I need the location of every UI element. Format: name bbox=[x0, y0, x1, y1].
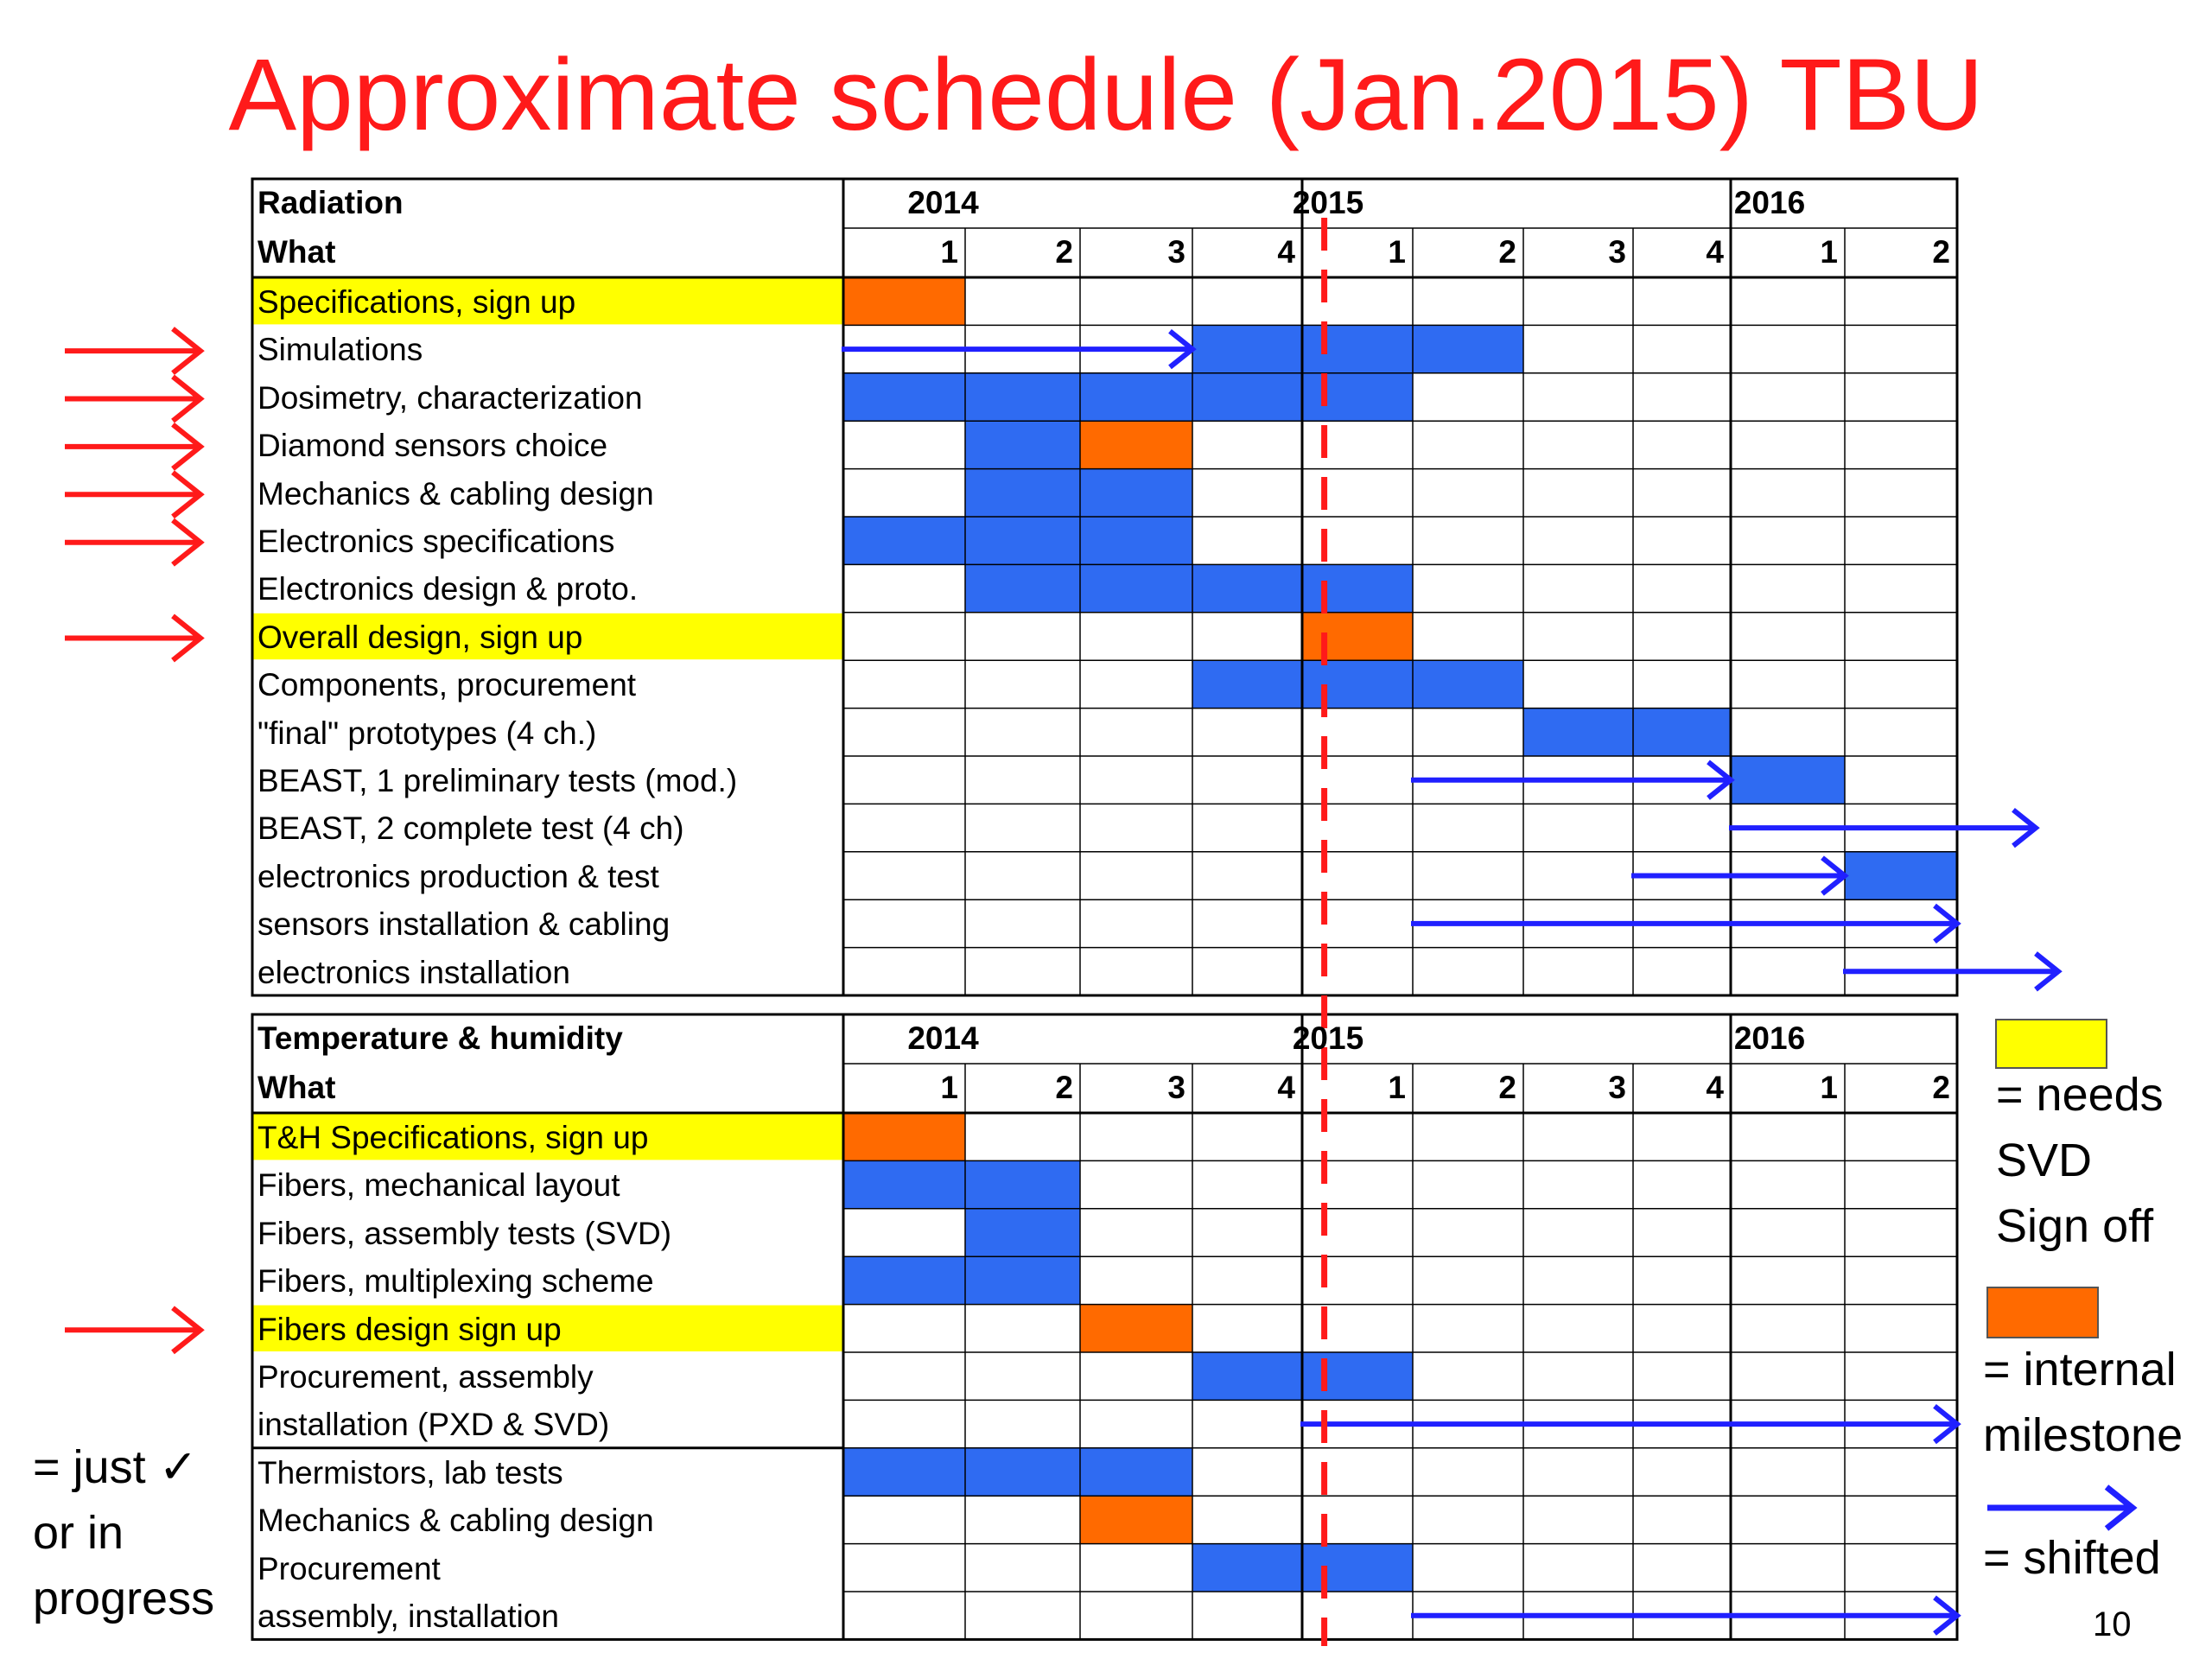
legend-yellow-swatch bbox=[1996, 1020, 2107, 1068]
milestone-cell bbox=[1302, 613, 1413, 660]
task-bar bbox=[843, 1160, 1080, 1208]
legend-text: = needs bbox=[1996, 1069, 2164, 1121]
row-label: Electronics specifications bbox=[257, 524, 615, 559]
task-bar bbox=[965, 564, 1413, 612]
status-arrow bbox=[65, 616, 200, 660]
row-label: assembly, installation bbox=[257, 1599, 559, 1634]
shifted-arrow bbox=[1631, 858, 1845, 894]
task-bar bbox=[843, 1256, 1080, 1304]
left-legend-text: = just ✓ bbox=[33, 1441, 198, 1493]
legend-text: Sign off bbox=[1996, 1200, 2154, 1252]
status-arrow bbox=[65, 1308, 200, 1352]
row-label: Dosimetry, characterization bbox=[257, 379, 643, 416]
task-bar bbox=[843, 517, 1192, 564]
milestone-cell bbox=[1080, 1305, 1192, 1352]
table-header: Radiation bbox=[257, 185, 404, 220]
quarter-label: 2 bbox=[1498, 1070, 1516, 1105]
quarter-label: 1 bbox=[1388, 1070, 1406, 1105]
quarter-label: 1 bbox=[940, 1070, 958, 1105]
left-legend-text: progress bbox=[33, 1573, 215, 1624]
year-label-2014: 2014 bbox=[907, 185, 979, 220]
quarter-label: 3 bbox=[1167, 234, 1185, 270]
shifted-arrow bbox=[1411, 906, 1957, 942]
task-bar bbox=[843, 1448, 1192, 1496]
row-label: Procurement, assembly bbox=[257, 1359, 594, 1395]
legend-orange-swatch bbox=[1987, 1287, 2098, 1338]
year-label-2014: 2014 bbox=[907, 1020, 979, 1056]
row-label: Fibers design sign up bbox=[257, 1311, 562, 1347]
year-label-2015: 2015 bbox=[1292, 185, 1364, 220]
legend-text: milestone bbox=[1983, 1409, 2183, 1461]
legend-text: SVD bbox=[1996, 1135, 2093, 1186]
shifted-arrow bbox=[842, 331, 1192, 367]
milestone-cell bbox=[843, 1113, 965, 1160]
left-legend-text: or in bbox=[33, 1507, 124, 1559]
row-label: sensors installation & cabling bbox=[257, 906, 671, 943]
row-label: Mechanics & cabling design bbox=[257, 475, 654, 512]
quarter-label: 4 bbox=[1277, 234, 1295, 270]
status-arrow bbox=[65, 329, 200, 373]
task-bar bbox=[1845, 852, 1957, 899]
page-number: 10 bbox=[2093, 1605, 2132, 1643]
milestone-cell bbox=[1080, 1496, 1192, 1543]
what-header: What bbox=[257, 234, 336, 270]
shifted-arrow bbox=[1411, 1598, 1957, 1634]
milestone-cell bbox=[843, 277, 965, 325]
status-arrow bbox=[65, 473, 200, 517]
row-label: installation (PXD & SVD) bbox=[257, 1407, 610, 1443]
year-label-2016: 2016 bbox=[1733, 1020, 1806, 1056]
quarter-label: 4 bbox=[1706, 234, 1724, 270]
status-arrow bbox=[65, 520, 200, 564]
quarter-label: 4 bbox=[1706, 1070, 1724, 1105]
quarter-label: 1 bbox=[1388, 234, 1406, 270]
quarter-label: 2 bbox=[1055, 1070, 1073, 1105]
row-label: Fibers, mechanical layout bbox=[257, 1167, 620, 1204]
row-label: Components, procurement bbox=[257, 667, 637, 703]
quarter-label: 2 bbox=[1932, 1070, 1950, 1105]
task-bar bbox=[965, 469, 1192, 517]
row-label: Electronics design & proto. bbox=[257, 571, 639, 607]
row-label: electronics installation bbox=[257, 954, 570, 990]
quarter-label: 3 bbox=[1608, 234, 1626, 270]
legend-text: = internal bbox=[1983, 1344, 2177, 1395]
row-label: "final" prototypes (4 ch.) bbox=[257, 715, 597, 751]
quarter-label: 2 bbox=[1498, 234, 1516, 270]
quarter-label: 1 bbox=[1820, 234, 1838, 270]
shifted-arrow bbox=[1300, 1406, 1957, 1442]
row-label: BEAST, 1 preliminary tests (mod.) bbox=[257, 763, 738, 798]
row-label: Fibers, multiplexing scheme bbox=[257, 1263, 654, 1300]
task-bar bbox=[1523, 709, 1731, 756]
row-label: Overall design, sign up bbox=[257, 619, 583, 655]
row-label: Specifications, sign up bbox=[257, 284, 576, 320]
task-bar bbox=[1731, 756, 1845, 804]
year-label-2015: 2015 bbox=[1292, 1020, 1364, 1056]
row-label: Procurement bbox=[257, 1550, 441, 1586]
legend-arrow bbox=[1987, 1487, 2133, 1529]
row-label: Mechanics & cabling design bbox=[257, 1503, 654, 1539]
quarter-label: 4 bbox=[1277, 1070, 1295, 1105]
legend-text: = shifted bbox=[1983, 1532, 2161, 1584]
page-title: Approximate schedule (Jan.2015) TBU bbox=[228, 38, 1984, 152]
row-label: Diamond sensors choice bbox=[257, 428, 608, 464]
shifted-arrow bbox=[1411, 762, 1731, 798]
task-bar bbox=[965, 1209, 1080, 1256]
shifted-arrow bbox=[1729, 810, 2036, 846]
task-bar bbox=[1192, 325, 1523, 372]
task-bar bbox=[965, 421, 1080, 468]
row-label: Simulations bbox=[257, 332, 423, 368]
table-header: Temperature & humidity bbox=[257, 1020, 623, 1056]
quarter-label: 1 bbox=[940, 234, 958, 270]
shifted-arrow bbox=[1843, 954, 2058, 990]
quarter-label: 2 bbox=[1932, 234, 1950, 270]
what-header: What bbox=[257, 1070, 336, 1105]
row-label: Fibers, assembly tests (SVD) bbox=[257, 1215, 672, 1251]
task-bar bbox=[1192, 660, 1523, 708]
quarter-label: 1 bbox=[1820, 1070, 1838, 1105]
status-arrow bbox=[65, 377, 200, 421]
quarter-label: 3 bbox=[1167, 1070, 1185, 1105]
quarter-label: 2 bbox=[1055, 234, 1073, 270]
row-label: electronics production & test bbox=[257, 858, 659, 894]
milestone-cell bbox=[1080, 421, 1192, 468]
row-label: T&H Specifications, sign up bbox=[257, 1120, 649, 1155]
row-label: BEAST, 2 complete test (4 ch) bbox=[257, 810, 684, 847]
row-label: Thermistors, lab tests bbox=[257, 1454, 563, 1491]
quarter-label: 3 bbox=[1608, 1070, 1626, 1105]
task-bar bbox=[843, 373, 1413, 421]
year-label-2016: 2016 bbox=[1733, 185, 1806, 220]
status-arrow bbox=[65, 424, 200, 468]
